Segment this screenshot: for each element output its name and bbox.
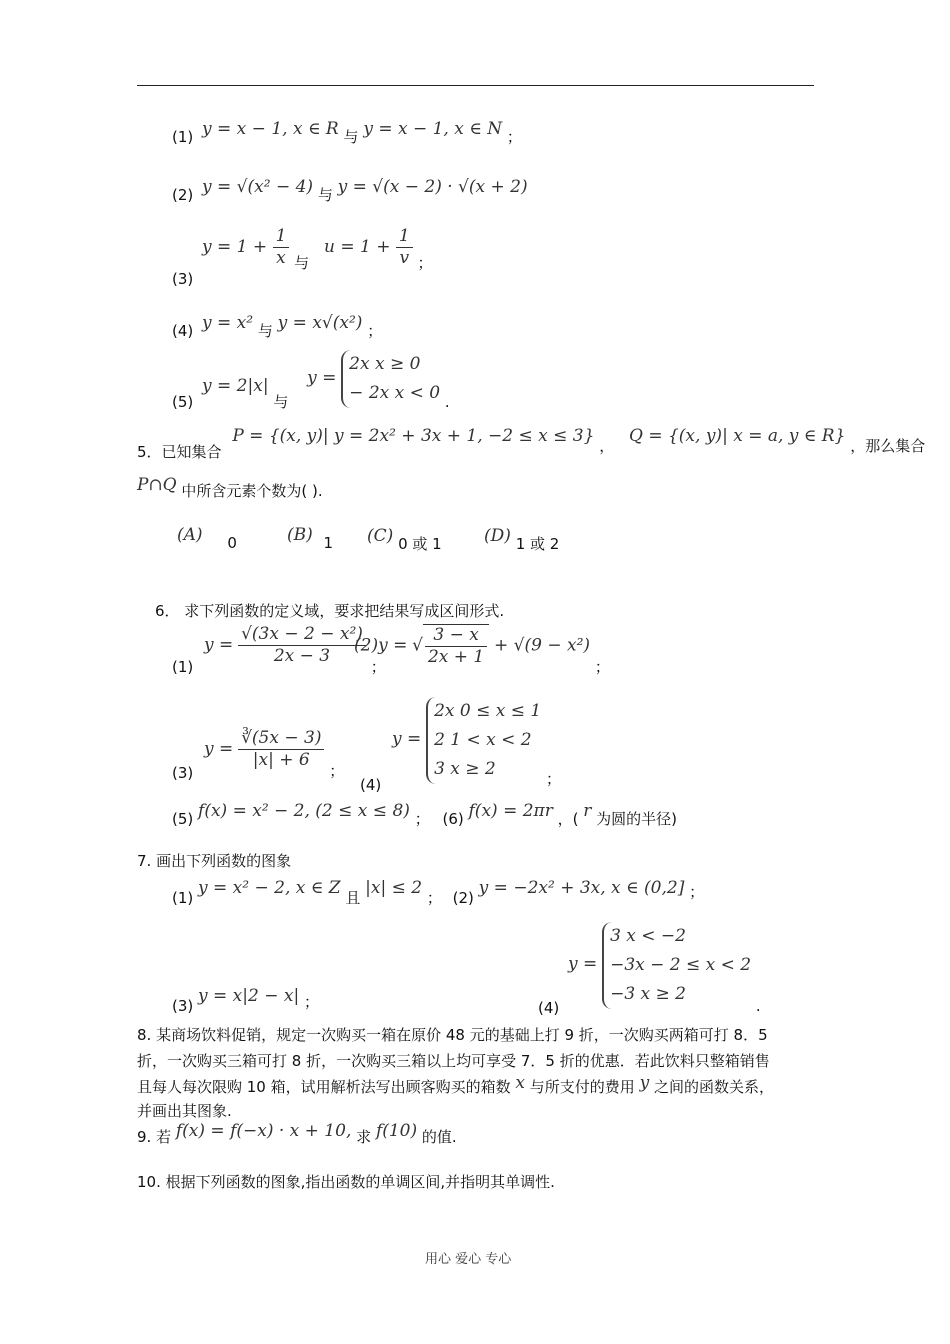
q8-line-2: 折，一次购买三箱可打 8 折，一次购买三箱以上均可享受 7．5 折的优惠．若此饮料只整箱销售 <box>137 1052 770 1070</box>
math-expr: x <box>515 1073 526 1093</box>
q8-line-4: 并画出其图象. <box>137 1102 232 1120</box>
q6-item-3 <box>172 728 345 782</box>
math-expr: y = <box>307 367 337 388</box>
question-label: 9. 若 <box>137 1128 172 1146</box>
math-expr: (2)y = <box>354 635 408 656</box>
q6-item-4 <box>360 697 562 795</box>
option-label: (C) <box>367 526 394 546</box>
math-expr: |x| ≤ 2 <box>365 878 423 898</box>
q7-item-1-2 <box>172 877 705 907</box>
option-value: 0 或 1 <box>398 535 442 553</box>
question-text: 求 <box>356 1128 372 1146</box>
math-expr: f(x) = x² − 2, (2 ≤ x ≤ 8) <box>198 801 410 821</box>
option-value: 1 或 2 <box>515 535 560 553</box>
connector-text: 与 <box>294 254 310 273</box>
punctuation: . <box>755 997 761 1016</box>
math-expr: y = <box>204 738 234 759</box>
punctuation: ； <box>594 658 610 677</box>
q5-line-1 <box>137 425 926 461</box>
q4-item-4 <box>172 312 383 340</box>
q4-item-1 <box>172 119 522 147</box>
math-expr: f(x) = 2πr <box>468 801 553 821</box>
item-number: (1) <box>172 128 194 146</box>
q5-option-c <box>367 525 442 553</box>
q5-line-2 <box>137 474 323 500</box>
math-expr: y = x|2 − x| <box>198 986 300 1006</box>
fraction: $\frac{3 - x}{2x + 1}$ <box>423 624 489 669</box>
punctuation: ； <box>417 254 433 273</box>
question-text: ，( <box>557 810 579 828</box>
fraction: $\frac{\text{√(3x − 2 − x²)}}{2x - 3}$ <box>238 624 366 668</box>
punctuation: ， <box>599 437 615 455</box>
math-expr: + √(9 − x²) <box>494 635 591 656</box>
item-number: (3) <box>172 997 194 1015</box>
punctuation: ； <box>546 770 562 789</box>
q8-line-1: 8. 某商场饮料促销，规定一次购买一箱在原价 48 元的基础上打 9 折，一次购买两箱可打 8．5 <box>137 1026 768 1044</box>
punctuation: ； <box>367 322 383 340</box>
item-number: (1) <box>172 889 194 907</box>
connector-text: 与 <box>343 128 359 146</box>
piecewise-cases: 3 x < −2 −3x − 2 ≤ x < 2 −3 x ≥ 2 <box>602 922 751 1009</box>
q7-item-4 <box>538 922 761 1018</box>
connector-text: 且 <box>345 889 361 907</box>
q4-item-5 <box>172 350 450 411</box>
q5-option-d <box>484 525 560 553</box>
option-label: (B) <box>287 525 313 545</box>
q7-item-3 <box>172 985 319 1015</box>
item-number: (4) <box>538 999 560 1018</box>
punctuation: ； <box>303 993 319 1011</box>
q6-item-2: (2)y = √ $\frac{3 - x}{2x + 1}$ + √(9 − x²) ； <box>354 625 610 677</box>
piecewise-cases: 2x x ≥ 0 − 2x x < 0 <box>341 350 440 408</box>
math-expr: y = 2|x| <box>202 375 269 396</box>
math-expr: u = 1 + $\frac{1}{v}$ <box>324 237 413 257</box>
option-label: (A) <box>177 525 203 545</box>
punctuation: ； <box>689 883 705 901</box>
question-text: 中所含元素个数为( ). <box>181 482 323 500</box>
math-expr: y <box>639 1073 650 1093</box>
q5-option-b <box>287 525 334 552</box>
q4-item-2 <box>172 177 528 205</box>
question-label: 5．已知集合 <box>137 443 222 461</box>
math-expr: y = x² − 2, x ∈ Z <box>198 878 341 898</box>
item-number: (6) <box>442 810 464 828</box>
q4-item-3 <box>172 226 433 289</box>
item-number: (5) <box>172 810 194 828</box>
option-label: (D) <box>484 526 511 546</box>
math-expr: f(10) <box>375 1121 418 1141</box>
math-expr: f(x) = f(−x) · x + 10, <box>175 1121 352 1141</box>
math-expr: y = x − 1, x ∈ R <box>202 119 339 139</box>
question-text: 为圆的半径) <box>596 810 678 828</box>
piecewise-cases: 2x 0 ≤ x ≤ 1 2 1 < x < 2 3 x ≥ 2 <box>426 697 541 784</box>
punctuation: . <box>444 392 450 411</box>
question-text: ，那么集合 <box>850 437 926 455</box>
item-number: (4) <box>360 776 382 795</box>
item-number: (4) <box>172 322 194 340</box>
header-rule <box>137 85 814 86</box>
math-expr: y = 1 + $\frac{1}{x}$ <box>202 237 289 257</box>
q6-item-5-6 <box>172 800 678 828</box>
math-expr: y = <box>204 634 234 655</box>
connector-text: 与 <box>257 322 273 340</box>
math-expr: y = <box>568 954 598 975</box>
punctuation: ； <box>426 889 442 907</box>
item-number: (2) <box>452 889 474 907</box>
q5-option-a <box>177 525 237 552</box>
item-number: (5) <box>172 392 194 411</box>
item-number: (1) <box>172 657 194 676</box>
item-number: (3) <box>172 270 194 289</box>
fraction: $\frac{∛(5x - 3)}{|x| + 6}$ <box>238 728 324 772</box>
math-expr: r <box>583 801 592 821</box>
q9 <box>137 1120 457 1146</box>
q8-line-3: 且每人每次限购 10 箱，试用解析法写出顾客购买的箱数 x 与所支付的费用 y 之间的函数关系， <box>137 1073 774 1096</box>
punctuation: ； <box>506 128 522 146</box>
math-expr: y = x − 1, x ∈ N <box>363 119 503 139</box>
math-expr: y = <box>392 729 422 750</box>
option-value: 0 <box>227 534 237 552</box>
connector-text: 与 <box>273 392 289 411</box>
q6-title: 6． 求下列函数的定义域，要求把结果写成区间形式. <box>155 602 505 620</box>
math-expr: y = √(x² − 4) <box>202 177 314 197</box>
math-expr: y = −2x² + 3x, x ∈ (0,2] <box>478 878 685 898</box>
math-expr: P = {(x, y)| y = 2x² + 3x + 1, −2 ≤ x ≤ 3} <box>232 426 595 446</box>
punctuation: ； <box>329 761 345 780</box>
math-expr: P∩Q <box>137 475 177 495</box>
math-expr: Q = {(x, y)| x = a, y ∈ R} <box>629 426 846 446</box>
option-value: 1 <box>323 534 334 552</box>
math-expr: y = x² <box>202 313 254 333</box>
q7-title: 7. 画出下列函数的图象 <box>137 852 292 870</box>
page-footer: 用心 爱心 专心 <box>425 1252 512 1267</box>
question-text: 的值. <box>421 1128 457 1146</box>
item-number: (2) <box>172 186 194 204</box>
math-expr: y = √(x − 2) · √(x + 2) <box>337 177 528 197</box>
item-number: (3) <box>172 763 194 782</box>
connector-text: 与 <box>317 186 333 204</box>
punctuation: ； <box>414 810 430 828</box>
math-expr: y = x√(x²) <box>277 313 363 333</box>
punctuation: ； <box>370 657 386 676</box>
q10: 10. 根据下列函数的图象,指出函数的单调区间,并指明其单调性. <box>137 1173 555 1191</box>
